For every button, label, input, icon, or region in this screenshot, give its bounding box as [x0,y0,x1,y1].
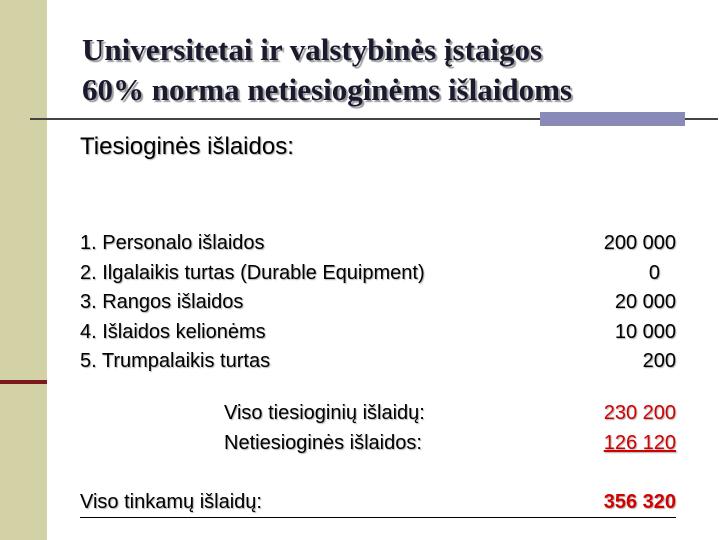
direct-total-label: Viso tiesioginių išlaidų: [224,402,425,424]
expense-item-amount: 200 000 [603,232,676,254]
direct-total-value: 230 200 [603,402,676,424]
side-band [0,0,47,540]
expense-item-amount: 10 000 [614,320,676,343]
expense-item-label: 1. Personalo išlaidos [80,232,265,254]
expense-item-label: 5. Trumpalaikis turtas [80,350,271,372]
side-accent-mark [0,380,47,384]
expense-item-label: 4. Išlaidos kelionėms [80,320,266,343]
summary-values [604,399,676,458]
expense-item-amount: 20 000 [614,291,676,313]
expense-amount-list [604,229,676,377]
summary-labels [224,399,425,458]
expense-item-amount: 200 [642,350,676,372]
slide-title [82,30,702,110]
expense-item-label: 2. Ilgalaikis turtas (Durable Equipment) [80,261,425,284]
expense-item-amount: 0 [648,261,660,284]
eligible-total-value: 356 320 [603,491,676,513]
indirect-costs-label: Netiesioginės išlaidos: [224,431,422,454]
title-line-1: Universitetai ir valstybinės įstaigos [82,32,543,67]
indirect-costs-value: 126 120 [603,431,676,454]
eligible-total-row [80,487,676,518]
expense-item-label: 3. Rangos išlaidos [80,291,244,313]
expense-item-list [80,229,425,377]
eligible-total-label: Viso tinkamų išlaidų: [80,491,262,513]
section-heading: Tiesioginės išlaidos: [80,133,294,160]
divider-accent [540,112,685,126]
title-line-2: 60% norma netiesioginėms išlaidoms [82,72,572,107]
